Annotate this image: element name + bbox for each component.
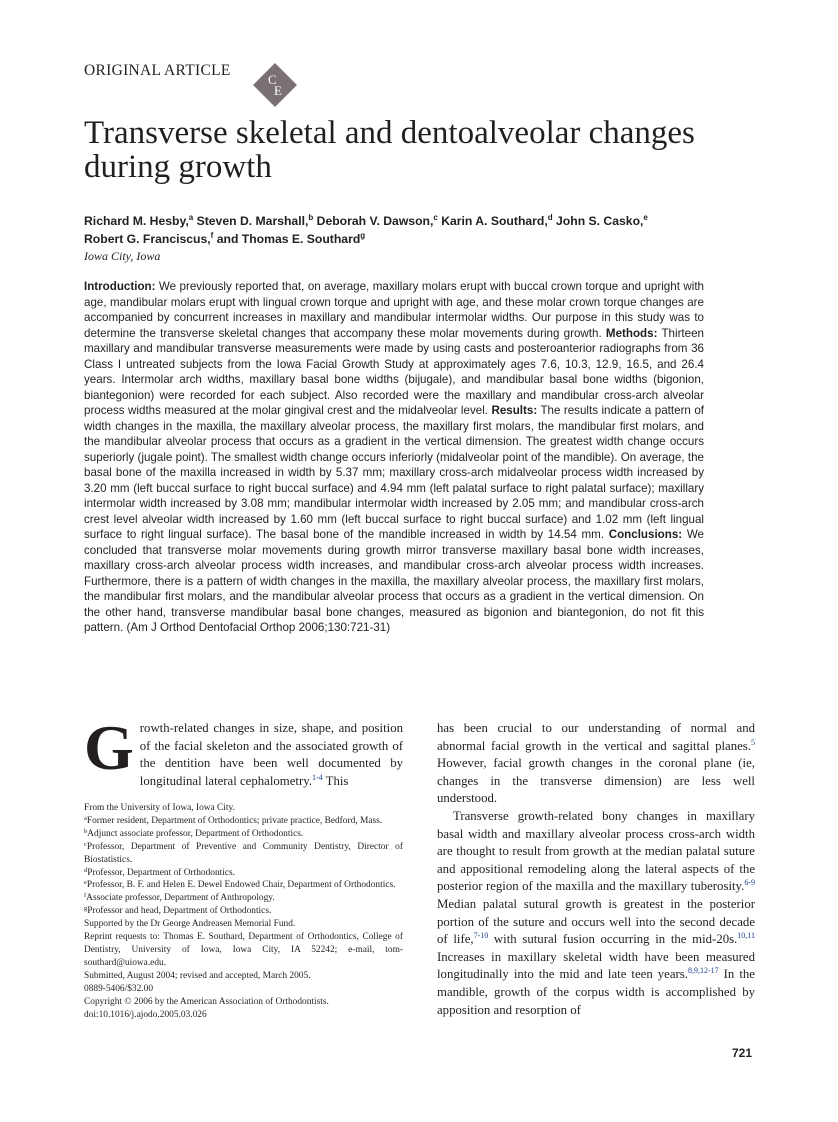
abstract-conclusions-label: Conclusions: [608, 528, 683, 541]
author-name: and Thomas E. Southard [216, 232, 361, 246]
body-text: This [322, 773, 349, 788]
page-number: 721 [732, 1046, 753, 1060]
title-line-1: Transverse skeletal and dentoalveolar changes [84, 115, 695, 151]
footnote-text: Professor, B. F. and Helen E. Dewel Endowed Chair, Department of Orthodontics. [86, 880, 396, 891]
author-list [84, 212, 764, 248]
abstract-methods-label: Methods: [605, 326, 658, 340]
abstract-intro-text: We previously reported that, on average, maxillary molars erupt with buccal crown torque and upright with age, mandibular molars erupt with lingual crown torque and upright with age, and these molar crown torque changes are accompanied by concurrent increases in maxillary and mandibular intermolar widths. Our purpose in this study was to determine the transverse skeletal changes that accompany these molar movements during growth. [84, 280, 704, 340]
body-text: In the mandible, growth of the corpus width is accomplished by apposition and resorption of [437, 967, 755, 1017]
body-text: has been crucial to our understanding of normal and abnormal facial growth in the vertical and sagittal planes. [437, 721, 755, 753]
reference-link[interactable]: 1-4 [312, 772, 323, 782]
footnote-text: Associate professor, Department of Anthropology. [86, 893, 275, 904]
body-paragraph [437, 808, 755, 1019]
abstract-conclusions-text: We concluded that transverse molar movements during growth mirror transverse maxillary basal bone width increases, maxillary cross-arch alveolar process width increases, and mandibular cross-arch alveolar process width increases. Furthermore, there is a pattern of width changes in the maxilla, the maxillary alveolar process, the maxillary first molars, the mandibular first molars, and the mandibular alveolar process that occurs as a gradient in the vertical dimension. On the other hand, transverse mandibular basal bone changes, measured as bigonion and biantegonion, do not fit this pattern. (Am J Orthod Dentofacial Orthop 2006;130:721-31) [84, 528, 705, 634]
title-line-2: during growth [84, 149, 272, 185]
body-text: rowth-related changes in size, shape, and position of the facial skeleton and the associated growth of the dentition have been well documented by longitudinal lateral cephalometry. [139, 721, 403, 788]
author-name: Robert G. Franciscus, [84, 232, 211, 246]
article-title [84, 116, 774, 184]
body-column-right [437, 720, 755, 1019]
footnote-mark: c [84, 840, 87, 848]
drop-cap: G [84, 712, 134, 783]
abstract-intro-label: Introduction: [84, 280, 156, 293]
footnote-support: Supported by the Dr George Andreasen Memorial Fund. [84, 919, 296, 930]
footnote-item [84, 879, 403, 892]
body-text: Increases in maxillary skeletal width have been measured longitudinally into the mid and late teen years. [437, 949, 755, 982]
footnote-item [84, 841, 403, 867]
abstract [84, 279, 704, 636]
ce-letter-c: C [268, 72, 277, 87]
article-footnotes [84, 802, 403, 1021]
author-affiliation-mark: a [188, 213, 194, 222]
footnote-issn: 0889-5406/$32.00 [84, 983, 154, 994]
footnote-item [84, 905, 403, 918]
body-paragraph [84, 712, 403, 790]
footnote-item [84, 892, 403, 905]
abstract-methods-text: Thirteen maxillary and mandibular transverse measurements were made by using casts and posteroanterior radiographs from 36 Class I untreated subjects from the Iowa Facial Growth Study at approximately ages 7.6, 10.3, 12.9, 16.5, and 26.4 years. Intermolar arch widths, maxillary basal bone widths (bijugale), and mandibular basal bone widths (bigonion, biantegonion) were recorded for each subject. Also recorded were the maxillary and mandibular cross-arch alveolar process widths measured at the molar gingival crest and the midalveolar level. [84, 326, 704, 417]
body-column-left [84, 712, 403, 790]
continuing-education-badge [252, 62, 298, 108]
reference-link[interactable]: 5 [751, 737, 755, 747]
author-location: Iowa City, Iowa [84, 249, 161, 263]
footnote-item [84, 828, 403, 841]
reference-link[interactable]: 10,11 [737, 931, 755, 941]
footnote-submitted: Submitted, August 2004; revised and accepted, March 2005. [84, 970, 311, 981]
footnote-affiliation: From the University of Iowa, Iowa City. [84, 803, 235, 813]
author-affiliation-mark: d [547, 213, 553, 222]
footnote-mark: e [84, 879, 87, 887]
author-affiliation-mark: e [643, 213, 648, 222]
body-text: Transverse growth-related bony changes in maxillary basal width and maxillary alveolar process cross-arch width are thought to result from growth at the median palatal suture and appositional remodeling along the lateral aspects of the posterior region of the maxilla and the maxillary tuberosity. [437, 808, 755, 894]
footnote-copyright: Copyright © 2006 by the American Association of Orthodontists. [84, 996, 329, 1007]
author-affiliation-mark: c [433, 213, 438, 222]
footnote-mark: b [84, 827, 88, 835]
reference-link[interactable]: 8,9,12-17 [687, 966, 719, 976]
abstract-results-text: The results indicate a pattern of width changes in the maxilla, the maxillary alveolar process, the maxillary first molars, the mandibular first molars, and the mandibular alveolar process that occurs as a gradient in the vertical dimension. The greatest width change occurs superiorly (jugale point). The smallest width change occurs inferiorly (midalveolar point of the mandible). On average, the basal bone of the maxilla increased in width by 5.37 mm; maxillary cross-arch midalveolar process width increased by 3.20 mm (left buccal surface to right buccal surface) and 4.94 mm (left palatal surface to right palatal surface); maxillary intermolar width increased by 3.08 mm; mandibular intermolar width increased by 2.05 mm; and mandibular cross-arch crest level alveolar width increased by 1.60 mm (left buccal surface to right buccal surface) and 1.02 mm (left lingual surface to right lingual surface). The basal bone of the mandible increased in width by 14.54 mm. [84, 404, 704, 541]
footnote-reprint: Reprint requests to: Thomas E. Southard, Department of Orthodontics, College of Dentistry, University of Iowa, Iowa City, IA 52242; e-mail, tom-southard@uiowa.edu. [84, 932, 403, 968]
body-text: with sutural fusion occurring in the mid-20s. [488, 932, 738, 947]
footnote-mark: f [84, 892, 87, 900]
section-label: ORIGINAL ARTICLE [84, 62, 231, 79]
body-text: Median palatal sutural growth is greatest in the posterior portion of the suture and occurs well into the second decade of life, [437, 896, 755, 947]
ce-letter-e: E [274, 83, 282, 98]
footnote-item [84, 815, 403, 828]
reference-link[interactable]: 7-10 [473, 931, 489, 941]
footnote-mark: d [84, 866, 88, 874]
footnote-text: Professor, Department of Orthodontics. [87, 867, 236, 878]
author-name: Richard M. Hesby, [84, 214, 189, 228]
body-paragraph [437, 720, 755, 808]
author-name: Steven D. Marshall, [196, 214, 309, 228]
author-name: Deborah V. Dawson, [316, 214, 434, 228]
footnote-text: Professor and head, Department of Orthodontics. [87, 906, 272, 917]
footnote-text: Professor, Department of Preventive and Community Dentistry, Director of Biostatistics. [84, 841, 403, 865]
footnote-item [84, 867, 403, 880]
author-name: John S. Casko, [556, 214, 644, 228]
author-affiliation-mark: f [210, 231, 214, 240]
author-affiliation-mark: b [308, 213, 314, 222]
footnote-text: Former resident, Department of Orthodontics; private practice, Bedford, Mass. [86, 815, 383, 826]
author-name: Karin A. Southard, [441, 214, 548, 228]
footnote-doi: doi:10.1016/j.ajodo.2005.03.026 [84, 1009, 207, 1020]
abstract-results-label: Results: [491, 404, 538, 417]
author-affiliation-mark: g [360, 231, 366, 240]
body-text: However, facial growth changes in the coronal plane (ie, changes in the transverse dimension) are less well understood. [437, 756, 755, 806]
footnote-mark: g [84, 905, 88, 913]
footnote-text: Adjunct associate professor, Department of Orthodontics. [87, 828, 304, 839]
reference-link[interactable]: 6-9 [744, 878, 755, 888]
footnote-mark: a [84, 814, 87, 822]
